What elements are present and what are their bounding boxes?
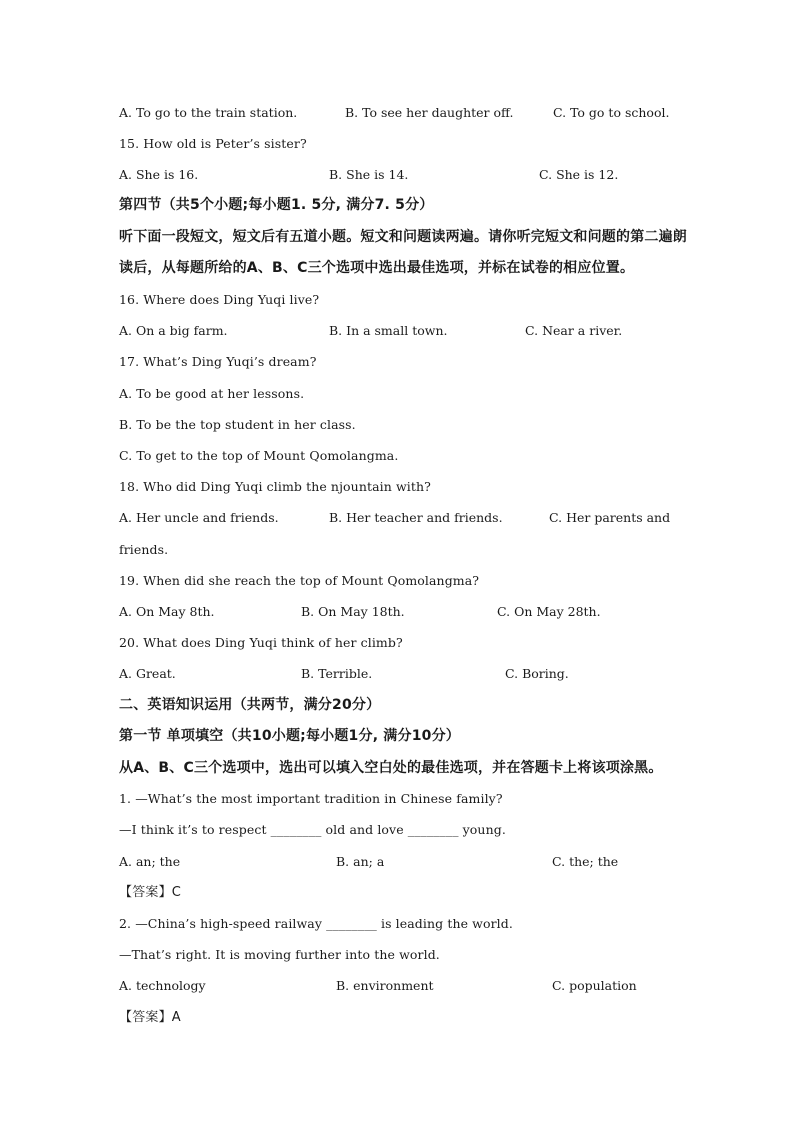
q19-option-c: C. On May 28th. [497, 604, 601, 619]
q16-stem: 16. Where does Ding Yuqi live? [119, 292, 320, 307]
q14-option-c: C. To go to school. [553, 105, 670, 120]
q19-stem: 19. When did she reach the top of Mount Qomolangma? [119, 573, 480, 588]
q17-option-a: A. To be good at her lessons. [119, 386, 305, 401]
q15-stem: 15. How old is Peter’s sister? [119, 136, 307, 151]
q16-option-a: A. On a big farm. [119, 323, 228, 338]
section4-instruction-line1: 听下面一段短文，短文后有五道小题。短文和问题读两遍。请你听完短文和问题的第二遍朗 [119, 229, 687, 245]
part2-title: 二、英语知识运用（共两节，满分20分） [119, 697, 381, 713]
q19-option-a: A. On May 8th. [119, 604, 215, 619]
q14-option-a: A. To go to the train station. [119, 105, 298, 120]
k1-line2: —I think it’s to respect ________ old and love ________ young. [119, 822, 506, 837]
k1-line1: 1. —What’s the most important tradition in Chinese family? [119, 791, 503, 806]
k1-option-c: C. the; the [552, 854, 619, 869]
q16-option-c: C. Near a river. [525, 323, 623, 338]
q15-option-a: A. She is 16. [119, 167, 199, 182]
q14-option-b: B. To see her daughter off. [345, 105, 514, 120]
section4-title: 第四节（共5个小题;每小题1. 5分, 满分7. 5分） [119, 197, 434, 213]
q16-option-b: B. In a small town. [329, 323, 448, 338]
q18-stem: 18. Who did Ding Yuqi climb the njountain with? [119, 479, 431, 494]
k2-answer: 【答案】A [119, 1010, 181, 1025]
q15-option-c: C. She is 12. [539, 167, 619, 182]
q19-option-b: B. On May 18th. [301, 604, 405, 619]
q20-stem: 20. What does Ding Yuqi think of her climb? [119, 635, 403, 650]
q18-option-c: C. Her parents and [549, 510, 671, 525]
q17-option-c: C. To get to the top of Mount Qomolangma. [119, 448, 399, 463]
q18-option-a: A. Her uncle and friends. [119, 510, 279, 525]
k1-answer: 【答案】C [119, 885, 182, 900]
k2-option-a: A. technology [119, 978, 206, 993]
k2-option-c: C. population [552, 978, 637, 993]
part2-section1-title: 第一节 单项填空（共10小题;每小题1分, 满分10分） [119, 728, 460, 744]
q20-option-a: A. Great. [119, 666, 176, 681]
q17-option-b: B. To be the top student in her class. [119, 417, 356, 432]
k2-line1: 2. —China’s high-speed railway ________ is leading the world. [119, 916, 513, 931]
q18-option-c-continued: friends. [119, 542, 169, 557]
k2-line2: —That’s right. It is moving further into the world. [119, 947, 440, 962]
q17-stem: 17. What’s Ding Yuqi’s dream? [119, 354, 317, 369]
part2-instruction: 从A、B、C三个选项中，选出可以填入空白处的最佳选项，并在答题卡上将该项涂黑。 [119, 760, 663, 776]
q20-option-c: C. Boring. [505, 666, 569, 681]
q15-option-b: B. She is 14. [329, 167, 409, 182]
k1-option-a: A. an; the [119, 854, 181, 869]
q20-option-b: B. Terrible. [301, 666, 373, 681]
section4-instruction-line2: 读后，从每题所给的A、B、C三个选项中选出最佳选项，并标在试卷的相应位置。 [119, 260, 635, 276]
k2-option-b: B. environment [336, 978, 434, 993]
q18-option-b: B. Her teacher and friends. [329, 510, 503, 525]
k1-option-b: B. an; a [336, 854, 385, 869]
